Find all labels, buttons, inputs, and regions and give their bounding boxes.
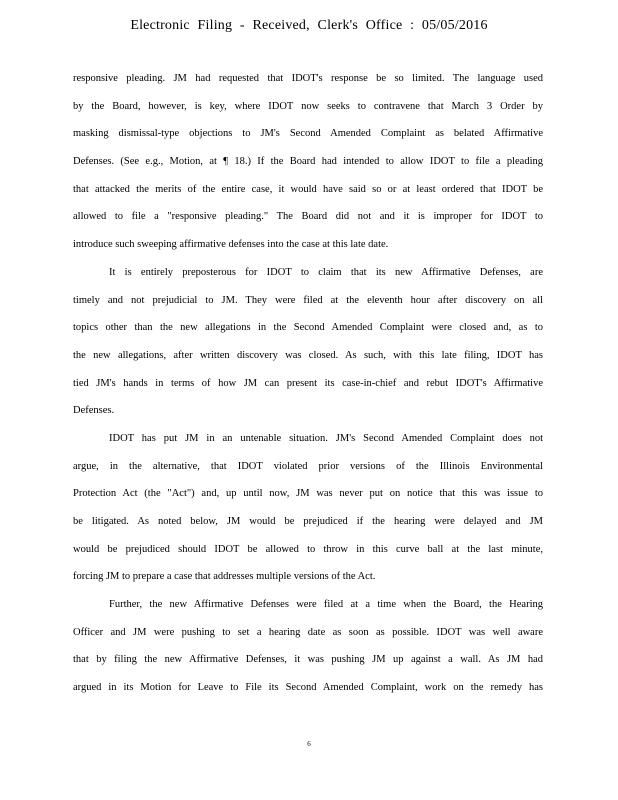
text-line: masking dismissal-type objections to JM's Second Amended Complaint as belated Affirmative xyxy=(73,128,543,140)
text-line: be litigated. As noted below, JM would be prejudiced if the hearing were delayed and JM xyxy=(73,516,543,527)
text-line: Defenses. (See e.g., Motion, at ¶ 18.) If the Board had intended to allow IDOT to file a pleading xyxy=(73,156,543,168)
paragraph-start-line: IDOT has put JM in an untenable situation. JM's Second Amended Complaint does not xyxy=(109,432,543,444)
text-line: Defenses. xyxy=(73,405,115,417)
text-line: tied JM's hands in terms of how JM can present its case-in-chief and rebut IDOT's Affirmative xyxy=(73,377,543,389)
text-line: that by filing the new Affirmative Defenses, it was pushing JM up against a wall. As JM had xyxy=(73,654,543,666)
body-text xyxy=(73,69,543,706)
text-line: Protection Act (the "Act") and, up until now, JM was never put on notice that this was issue to xyxy=(73,488,543,500)
text-line: the new allegations, after written discovery was closed. As such, with this late filing, IDOT has xyxy=(73,349,543,361)
text-line: argue, in the alternative, that IDOT violated prior versions of the Illinois Environmental xyxy=(73,460,543,472)
filing-header: Electronic Filing - Received, Clerk's Office : 05/05/2016 xyxy=(130,18,488,33)
text-line: would be prejudiced should IDOT be allowed to throw in this curve ball at the last minute, xyxy=(73,543,543,555)
text-line: introduce such sweeping affirmative defenses into the case at this late date. xyxy=(73,239,389,251)
text-line: argued in its Motion for Leave to File its Second Amended Complaint, work on the remedy has xyxy=(73,682,543,694)
text-line: that attacked the merits of the entire case, it would have said so or at least ordered that IDOT be xyxy=(73,183,543,195)
text-line: allowed to file a "responsive pleading." The Board did not and it is improper for IDOT to xyxy=(73,211,543,223)
text-line: Officer and JM were pushing to set a hearing date as soon as possible. IDOT was well aware xyxy=(73,626,543,638)
paragraph-start-line: It is entirely preposterous for IDOT to claim that its new Affirmative Defenses, are xyxy=(109,266,543,278)
text-line: responsive pleading. JM had requested that IDOT's response be so limited. The language used xyxy=(73,73,543,84)
paragraph-start-line: Further, the new Affirmative Defenses were filed at a time when the Board, the Hearing xyxy=(109,599,543,611)
text-line: timely and not prejudicial to JM. They were filed at the eleventh hour after discovery on all xyxy=(73,294,543,306)
text-line: topics other than the new allegations in the Second Amended Complaint were closed and, as to xyxy=(73,322,543,334)
text-line: by the Board, however, is key, where IDOT now seeks to contravene that March 3 Order by xyxy=(73,100,543,112)
text-line: forcing JM to prepare a case that addresses multiple versions of the Act. xyxy=(73,571,376,583)
page-number: 6 xyxy=(307,740,311,748)
